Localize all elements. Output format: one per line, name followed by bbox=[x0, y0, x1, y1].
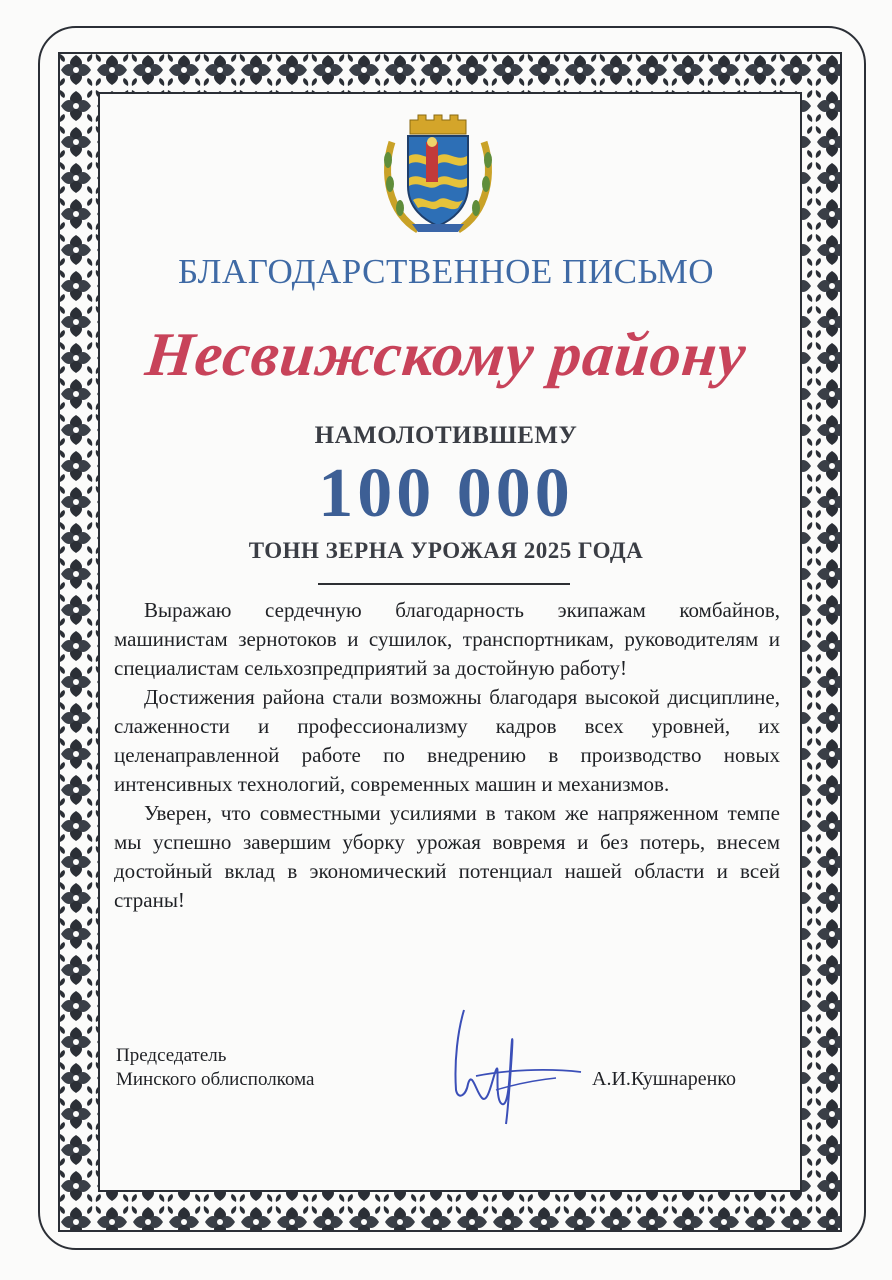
signatory-name: А.И.Кушнаренко bbox=[592, 1068, 736, 1090]
document-title: БЛАГОДАРСТВЕННОЕ ПИСЬМО bbox=[177, 252, 715, 291]
recipient-name: Несвижскому району bbox=[142, 321, 750, 389]
paragraph: Достижения района стали возможны благодаря высокой дисциплине, слаженности и профессионализму кадров всех уровней, их целенаправленной работе по внедрению в производство новых интенсивных технологий, современных машин и механизмов. bbox=[114, 685, 780, 796]
signatory-position bbox=[116, 1044, 314, 1092]
subtitle-line-2: ТОНН ЗЕРНА УРОЖАЯ 2025 ГОДА bbox=[248, 538, 644, 563]
harvest-amount: 100 000 bbox=[318, 455, 574, 532]
divider bbox=[318, 583, 570, 585]
signature-icon bbox=[436, 1000, 586, 1130]
position-line-2: Минского облисполкома bbox=[116, 1069, 315, 1090]
paragraph: Уверен, что совместными усилиями в таком же напряженном темпе мы успешно завершим уборку урожая вовремя и без потерь, внесем достойный вклад в экономический потенциал нашей области и всей страны! bbox=[114, 801, 780, 912]
letter-body bbox=[114, 596, 780, 915]
subtitle-line-1: НАМОЛОТИВШЕМУ bbox=[314, 422, 578, 449]
position-line-1: Председатель bbox=[116, 1045, 227, 1066]
coat-of-arms-icon bbox=[378, 112, 498, 236]
paragraph: Выражаю сердечную благодарность экипажам комбайнов, машинистам зернотоков и сушилок, транспортникам, руководителям и специалистам сельхозпредприятий за достойную работу! bbox=[114, 598, 780, 680]
